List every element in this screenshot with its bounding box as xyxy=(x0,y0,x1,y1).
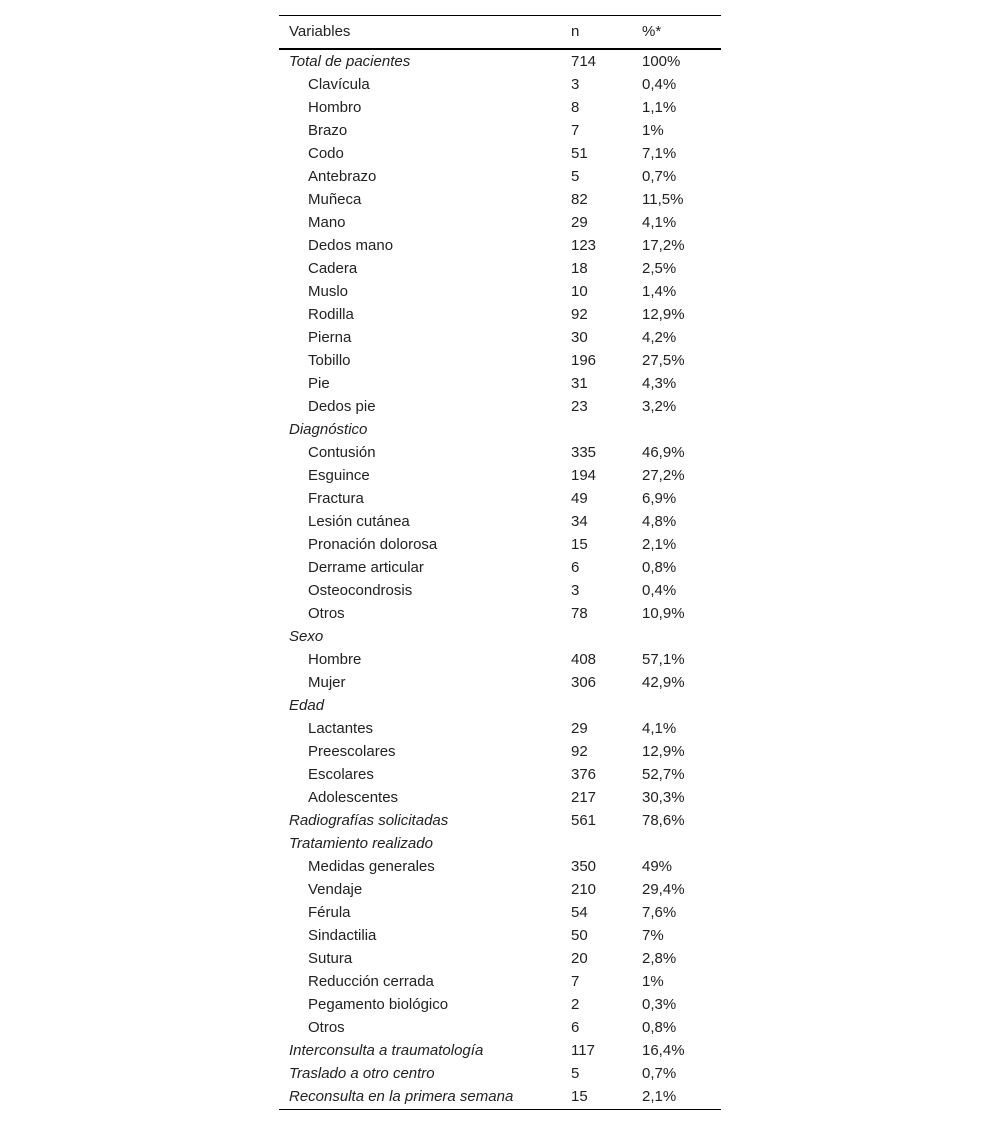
row-percent: 0,7% xyxy=(642,1064,677,1082)
row-count: 34 xyxy=(571,512,588,530)
row-label: Mujer xyxy=(308,673,346,691)
row-percent: 2,1% xyxy=(632,1085,721,1110)
header-n: n xyxy=(561,16,632,49)
table-row xyxy=(279,579,721,602)
row-percent: 4,2% xyxy=(642,328,677,346)
row-count: 7 xyxy=(571,972,580,990)
row-label: Hombre xyxy=(308,650,362,668)
table-row xyxy=(279,372,721,395)
row-label: Cadera xyxy=(308,259,358,277)
row-count: 714 xyxy=(571,52,597,70)
row-label: Radiografías solicitadas xyxy=(289,811,449,829)
row-count: 23 xyxy=(571,397,588,415)
row-percent: 29,4% xyxy=(642,880,685,898)
row-percent: 0,4% xyxy=(642,75,677,93)
row-label: Dedos pie xyxy=(308,397,376,415)
row-percent: 0,8% xyxy=(642,1018,677,1036)
row-percent: 3,2% xyxy=(642,397,677,415)
row-percent: 7,1% xyxy=(642,144,677,162)
table-row xyxy=(279,510,721,533)
table-row xyxy=(279,464,721,487)
row-percent: 12,9% xyxy=(642,305,685,323)
table-row xyxy=(279,648,721,671)
table-row xyxy=(279,119,721,142)
row-label: Muñeca xyxy=(308,190,362,208)
row-label: Clavícula xyxy=(308,75,370,93)
table-row xyxy=(279,901,721,924)
row-count: 3 xyxy=(571,75,580,93)
row-label: Dedos mano xyxy=(308,236,394,254)
row-label: Tratamiento realizado xyxy=(289,834,433,852)
row-count: 3 xyxy=(571,581,580,599)
table-row xyxy=(279,257,721,280)
row-percent xyxy=(632,832,721,855)
row-count: 306 xyxy=(571,673,597,691)
row-percent: 12,9% xyxy=(642,742,685,760)
row-count xyxy=(561,418,632,441)
row-label: Escolares xyxy=(308,765,374,783)
table-row xyxy=(279,303,721,326)
row-percent: 42,9% xyxy=(642,673,685,691)
row-count: 29 xyxy=(571,213,588,231)
table-row xyxy=(279,326,721,349)
row-percent: 30,3% xyxy=(642,788,685,806)
table-category-row xyxy=(279,832,721,855)
header-variables: Variables xyxy=(279,16,561,49)
row-label: Sindactilia xyxy=(308,926,377,944)
row-percent: 4,1% xyxy=(642,719,677,737)
data-table-container xyxy=(279,15,721,1110)
row-percent: 0,8% xyxy=(642,558,677,576)
row-count: 561 xyxy=(571,811,597,829)
row-label: Esguince xyxy=(308,466,370,484)
row-count: 376 xyxy=(571,765,597,783)
row-percent: 52,7% xyxy=(642,765,685,783)
table-category-row xyxy=(279,418,721,441)
row-count: 30 xyxy=(571,328,588,346)
table-row xyxy=(279,395,721,418)
row-percent: 7,6% xyxy=(642,903,677,921)
row-count: 92 xyxy=(571,742,588,760)
table-header xyxy=(279,16,721,49)
table-row xyxy=(279,533,721,556)
row-count: 5 xyxy=(571,167,580,185)
row-count: 2 xyxy=(571,995,580,1013)
row-label: Brazo xyxy=(308,121,348,139)
row-percent: 11,5% xyxy=(642,190,684,208)
row-count: 8 xyxy=(571,98,580,116)
table-row xyxy=(279,280,721,303)
row-count: 78 xyxy=(571,604,588,622)
table-category-row xyxy=(279,694,721,717)
table-row xyxy=(279,73,721,96)
row-label: Otros xyxy=(308,604,345,622)
row-label: Reducción cerrada xyxy=(308,972,434,990)
table-category-row xyxy=(279,1062,721,1085)
row-percent: 2,8% xyxy=(642,949,677,967)
header-row xyxy=(279,16,721,49)
table-category-row xyxy=(279,809,721,832)
row-count: 92 xyxy=(571,305,588,323)
table-category-row xyxy=(279,625,721,648)
row-label: Osteocondrosis xyxy=(308,581,413,599)
row-percent: 16,4% xyxy=(642,1041,685,1059)
row-percent: 100% xyxy=(642,52,681,70)
row-percent xyxy=(632,418,721,441)
row-label: Contusión xyxy=(308,443,376,461)
table-row xyxy=(279,786,721,809)
row-percent: 0,4% xyxy=(642,581,677,599)
row-percent xyxy=(632,694,721,717)
row-label: Rodilla xyxy=(308,305,354,323)
row-label: Derrame articular xyxy=(308,558,424,576)
row-count: 335 xyxy=(571,443,597,461)
table-row xyxy=(279,740,721,763)
row-count: 350 xyxy=(571,857,597,875)
row-percent: 4,8% xyxy=(642,512,677,530)
row-percent: 4,3% xyxy=(642,374,677,392)
row-count: 210 xyxy=(571,880,597,898)
table-row xyxy=(279,96,721,119)
row-label: Muslo xyxy=(308,282,349,300)
row-label: Pie xyxy=(308,374,330,392)
table-row xyxy=(279,878,721,901)
row-label: Interconsulta a traumatología xyxy=(289,1041,484,1059)
table-row xyxy=(279,970,721,993)
row-count: 408 xyxy=(571,650,597,668)
table-row xyxy=(279,855,721,878)
table-row xyxy=(279,556,721,579)
row-percent: 78,6% xyxy=(642,811,685,829)
row-percent: 2,1% xyxy=(642,535,677,553)
table-body xyxy=(279,49,721,1110)
table-row xyxy=(279,441,721,464)
row-count: 54 xyxy=(571,903,588,921)
table-row xyxy=(279,947,721,970)
row-percent: 49% xyxy=(642,857,673,875)
row-count xyxy=(561,625,632,648)
table-row xyxy=(279,924,721,947)
row-percent: 0,3% xyxy=(642,995,677,1013)
row-count: 15 xyxy=(561,1085,632,1110)
row-label: Otros xyxy=(308,1018,345,1036)
row-label: Pegamento biológico xyxy=(308,995,449,1013)
row-count: 217 xyxy=(571,788,597,806)
row-percent xyxy=(632,625,721,648)
row-label: Sexo xyxy=(289,627,324,645)
row-count: 31 xyxy=(571,374,588,392)
row-count: 196 xyxy=(571,351,597,369)
row-count xyxy=(561,694,632,717)
row-count: 20 xyxy=(571,949,588,967)
row-label: Férula xyxy=(308,903,351,921)
row-count: 49 xyxy=(571,489,588,507)
row-percent: 1,4% xyxy=(642,282,677,300)
row-percent: 10,9% xyxy=(642,604,685,622)
table-row xyxy=(279,671,721,694)
row-count: 29 xyxy=(571,719,588,737)
row-percent: 0,7% xyxy=(642,167,677,185)
table-category-row xyxy=(279,1039,721,1062)
table-row xyxy=(279,142,721,165)
table-row xyxy=(279,602,721,625)
table-category-row xyxy=(279,1085,721,1110)
row-count: 123 xyxy=(571,236,597,254)
row-percent: 1% xyxy=(642,972,664,990)
row-percent: 1,1% xyxy=(642,98,677,116)
row-count: 50 xyxy=(571,926,588,944)
row-label: Codo xyxy=(308,144,344,162)
table-row xyxy=(279,234,721,257)
row-count: 194 xyxy=(571,466,597,484)
patients-table xyxy=(279,15,721,1110)
row-label: Preescolares xyxy=(308,742,396,760)
row-count: 5 xyxy=(571,1064,580,1082)
table-row xyxy=(279,188,721,211)
row-percent: 17,2% xyxy=(642,236,685,254)
header-percent: %* xyxy=(632,16,721,49)
row-count: 6 xyxy=(571,558,580,576)
row-count: 51 xyxy=(571,144,588,162)
row-count: 15 xyxy=(571,535,588,553)
row-label: Traslado a otro centro xyxy=(289,1064,435,1082)
row-percent: 7% xyxy=(642,926,664,944)
row-label: Medidas generales xyxy=(308,857,435,875)
row-percent: 6,9% xyxy=(642,489,677,507)
row-label: Hombro xyxy=(308,98,362,116)
row-label: Reconsulta en la primera semana xyxy=(279,1085,561,1110)
row-count: 117 xyxy=(571,1041,595,1059)
table-row xyxy=(279,211,721,234)
row-percent: 57,1% xyxy=(642,650,685,668)
table-category-row xyxy=(279,49,721,73)
row-label: Tobillo xyxy=(308,351,351,369)
table-row xyxy=(279,165,721,188)
row-label: Diagnóstico xyxy=(289,420,368,438)
row-label: Lesión cutánea xyxy=(308,512,410,530)
row-count: 7 xyxy=(571,121,580,139)
row-label: Fractura xyxy=(308,489,364,507)
row-label: Pierna xyxy=(308,328,352,346)
row-percent: 4,1% xyxy=(642,213,677,231)
row-percent: 1% xyxy=(642,121,664,139)
table-row xyxy=(279,763,721,786)
row-label: Lactantes xyxy=(308,719,374,737)
row-label: Pronación dolorosa xyxy=(308,535,438,553)
table-row xyxy=(279,717,721,740)
row-count xyxy=(561,832,632,855)
row-count: 10 xyxy=(571,282,588,300)
row-count: 6 xyxy=(571,1018,580,1036)
row-label: Sutura xyxy=(308,949,353,967)
row-label: Total de pacientes xyxy=(289,52,411,70)
row-count: 82 xyxy=(571,190,588,208)
row-label: Edad xyxy=(289,696,325,714)
row-percent: 46,9% xyxy=(642,443,685,461)
table-row xyxy=(279,487,721,510)
table-row xyxy=(279,349,721,372)
row-label: Adolescentes xyxy=(308,788,399,806)
row-percent: 27,2% xyxy=(642,466,685,484)
row-label: Antebrazo xyxy=(308,167,377,185)
row-percent: 27,5% xyxy=(642,351,685,369)
row-label: Vendaje xyxy=(308,880,363,898)
row-percent: 2,5% xyxy=(642,259,677,277)
row-count: 18 xyxy=(571,259,588,277)
table-row xyxy=(279,1016,721,1039)
row-label: Mano xyxy=(308,213,346,231)
table-row xyxy=(279,993,721,1016)
